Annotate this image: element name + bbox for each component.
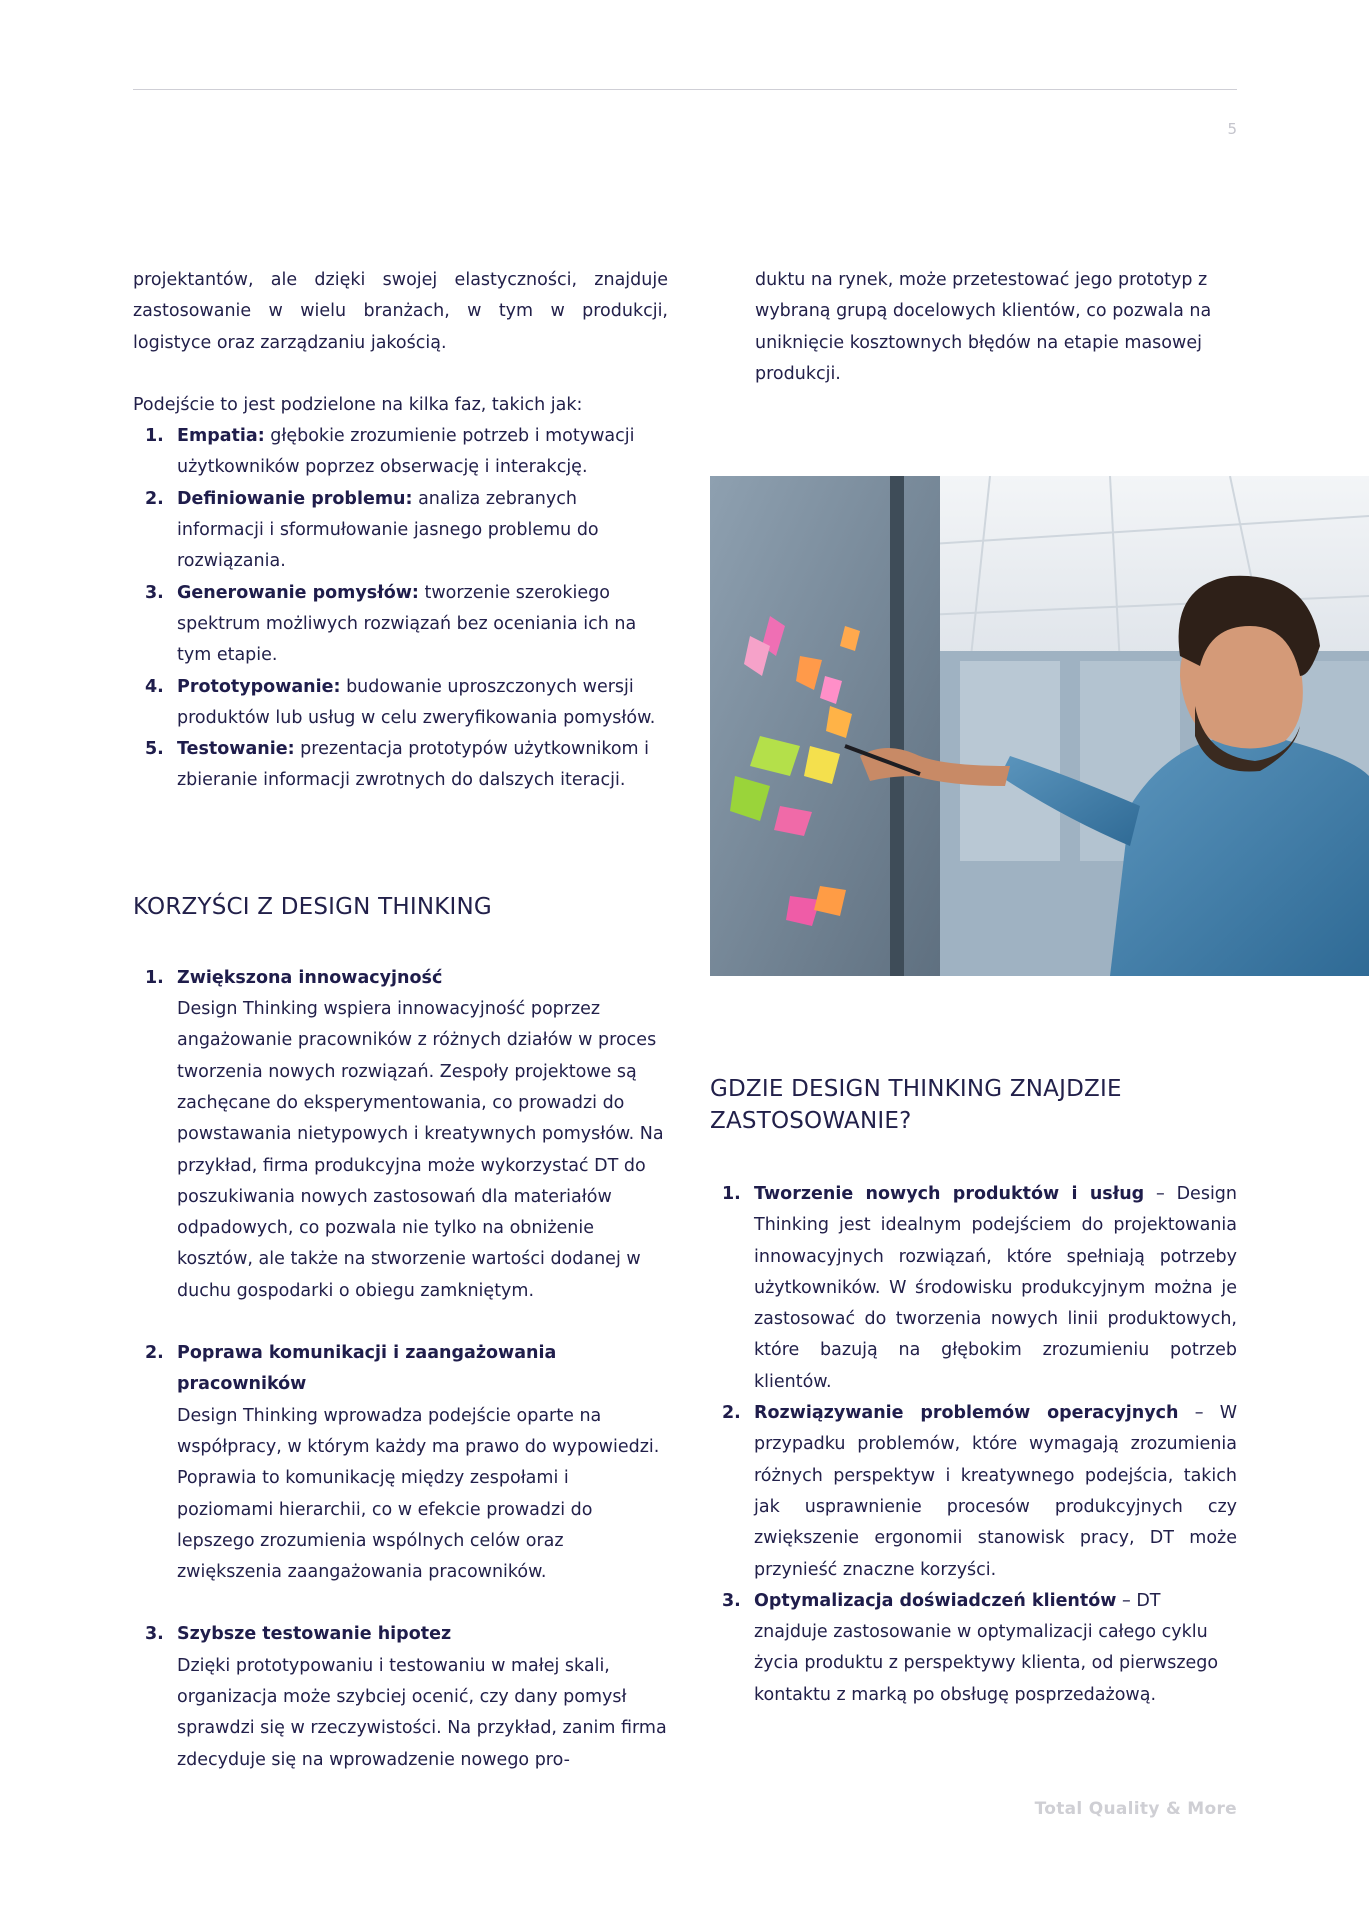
page-number: 5 — [1227, 120, 1237, 138]
phases-list — [133, 421, 668, 797]
list-item: 4. Prototypowanie: budowanie uproszczonych wersji produktów lub usług w celu zweryfikowania pomysłów. — [145, 676, 656, 728]
benefits-heading: KORZYŚCI Z DESIGN THINKING — [133, 893, 492, 920]
applications-list — [710, 1179, 1237, 1711]
list-item: 1. Zwiększona innowacyjność Design Thinking wspiera innowacyjność poprzez angażowanie pracowników z różnych działów w proces tworzenia nowych rozwiązań. Zespoły projektowe są zachęcane do eksperymentowania, co prowadzi do powstawania nietypowych i kreatywnych pomysłów. Na przykład, firma produkcyjna może wykorzystać DT do poszukiwania nowych zastosowań dla materiałów odpadowych, co pozwala nie tylko na obniżenie kosztów, ale także na stworzenie wartości dodanej w duchu gospodarki o obiegu zamkniętym. — [145, 967, 664, 1301]
list-item: 5. Testowanie: prezentacja prototypów użytkownikom i zbieranie informacji zwrotnych do dalszych iteracji. — [145, 739, 650, 791]
right-column-top — [755, 265, 1237, 390]
right-column-bottom — [710, 1073, 1237, 1711]
list-item: 3. Szybsze testowanie hipotez Dzięki prototypowaniu i testowaniu w małej skali, organizacja może szybciej ocenić, czy dany pomysł sprawdzi się w rzeczywistości. Na przykład, zanim firma zdecyduje się na wprowadzenie nowego pro- — [145, 1624, 667, 1770]
continuation-paragraph: duktu na rynek, może przetestować jego prototyp z wybraną grupą docelowych klientów, co pozwala na uniknięcie kosztownych błędów na etapie masowej produkcji. — [755, 270, 1212, 384]
list-item: 2. Definiowanie problemu: analiza zebranych informacji i sformułowanie jasnego problemu do rozwiązania. — [145, 488, 599, 572]
header-rule — [133, 89, 1237, 90]
list-item: 1. Empatia: głębokie zrozumienie potrzeb i motywacji użytkowników poprzez obserwację i interakcję. — [145, 426, 635, 478]
list-item: 3. Generowanie pomysłów: tworzenie szerokiego spektrum możliwych rozwiązań bez oceniania ich na tym etapie. — [145, 582, 637, 666]
list-item: 2. Poprawa komunikacji i zaangażowania pracowników Design Thinking wprowadza podejście oparte na współpracy, w którym każdy ma prawo do wypowiedzi. Poprawia to komunikację między zespołami i poziomami hierarchii, co w efekcie prowadzi do lepszego zrozumienia wspólnych celów oraz zwiększenia zaangażowania pracowników. — [145, 1343, 660, 1583]
phases-intro: Podejście to jest podzielone na kilka faz, takich jak: — [133, 394, 583, 415]
application-heading: GDZIE DESIGN THINKING ZNAJDZIE ZASTOSOWANIE? — [710, 1076, 1122, 1134]
list-item: 1. Tworzenie nowych produktów i usług – Design Thinking jest idealnym podejściem do projektowania innowacyjnych rozwiązań, które spełniają potrzeby użytkowników. W środowisku produkcyjnym można je zastosować do tworzenia nowych linii produktowych, które bazują na głębokim zrozumieniu potrzeb klientów. — [722, 1184, 1238, 1392]
list-item: 3. Optymalizacja doświadczeń klientów – DT znajduje zastosowanie w optymalizacji całego cyklu życia produktu z perspektywy klienta, od pierwszego kontaktu z marką po obsługę posprzedażową. — [722, 1590, 1219, 1705]
list-item: 2. Rozwiązywanie problemów operacyjnych – W przypadku problemów, które wymagają zrozumienia różnych perspektyw i kreatywnego podejścia, takich jak usprawnienie procesów produkcyjnych czy zwiększenie ergonomii stanowisk pracy, DT może przynieść znaczne korzyści. — [722, 1403, 1237, 1580]
man-drawing-on-glass-photo — [710, 476, 1369, 976]
intro-paragraph: projektantów, ale dzięki swojej elastyczności, znajduje zastosowanie w wielu branżach, w tym w produkcji, logistyce oraz zarządzaniu jakością. — [133, 270, 668, 353]
footer-brand: Total Quality & More — [1034, 1799, 1237, 1819]
benefits-list — [133, 963, 668, 1776]
left-column — [133, 265, 668, 1776]
